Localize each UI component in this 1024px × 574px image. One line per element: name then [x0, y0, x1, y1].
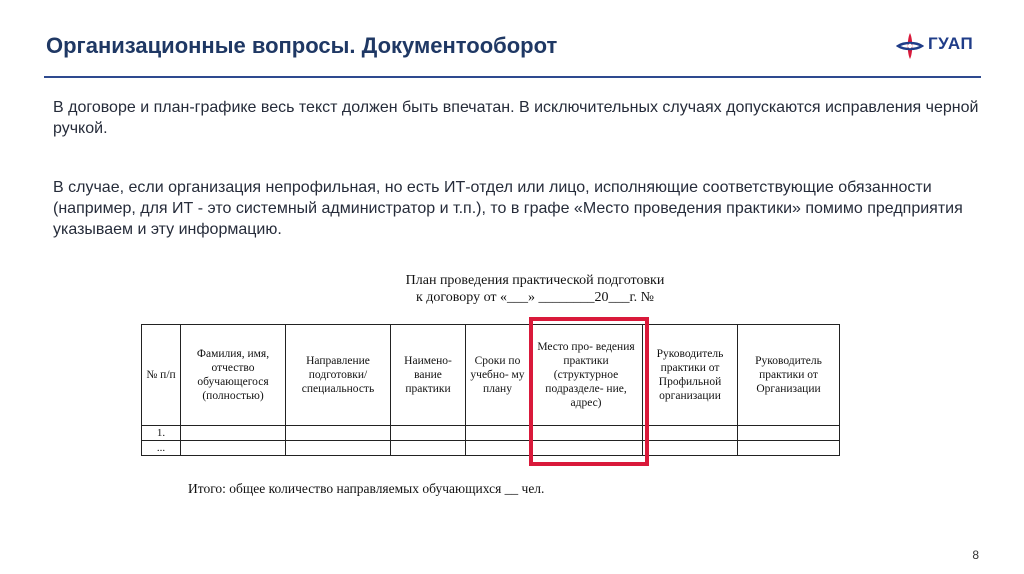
plan-table	[141, 324, 840, 456]
column-header-practice-name: Наимено- вание практики	[391, 325, 466, 426]
table-header-row	[142, 325, 840, 426]
table-row	[142, 441, 840, 456]
column-header-practice-location: Место про- ведения практики (структурное подразделе- ние, адрес)	[530, 325, 643, 426]
column-header-supervisor-profile-org: Руководитель практики от Профильной организации	[643, 325, 738, 426]
paragraph-1: В договоре и план-графике весь текст должен быть впечатан. В исключительных случаях допускаются исправления черной ручкой.	[53, 99, 979, 137]
logo-text: ГУАП	[928, 34, 974, 53]
paragraph-2: В случае, если организация непрофильная, но есть ИТ-отдел или лицо, исполняющие соответствующие обязанности (например, для ИТ - это системный администратор и т.п.), то в графе «Место проведения практики» помимо предприятия указываем и эту информацию.	[53, 179, 963, 238]
total-students-line: Итого: общее количество направляемых обучающихся __ чел.	[188, 481, 545, 496]
column-header-number: № п/п	[142, 325, 181, 426]
table-row	[142, 426, 840, 441]
column-header-supervisor-org: Руководитель практики от Организации	[738, 325, 840, 426]
column-header-dates: Сроки по учебно- му плану	[466, 325, 530, 426]
column-header-fullname: Фамилия, имя, отчество обучающегося (полностью)	[181, 325, 286, 426]
row-number-cell: 1.	[142, 426, 181, 441]
practice-location-highlight	[529, 317, 649, 466]
title-divider	[44, 76, 981, 78]
guap-logo	[896, 30, 980, 62]
document-title-line2: к договору от «___» ________20___г. №	[415, 290, 655, 305]
guap-logo-icon	[896, 31, 924, 61]
document-title-line1: План проведения практической подготовки	[405, 273, 665, 288]
column-header-direction: Направление подготовки/ специальность	[286, 325, 391, 426]
page-number: 8	[972, 548, 979, 562]
slide-title: Организационные вопросы. Документооборот	[46, 33, 558, 58]
row-number-cell: ...	[142, 441, 181, 456]
